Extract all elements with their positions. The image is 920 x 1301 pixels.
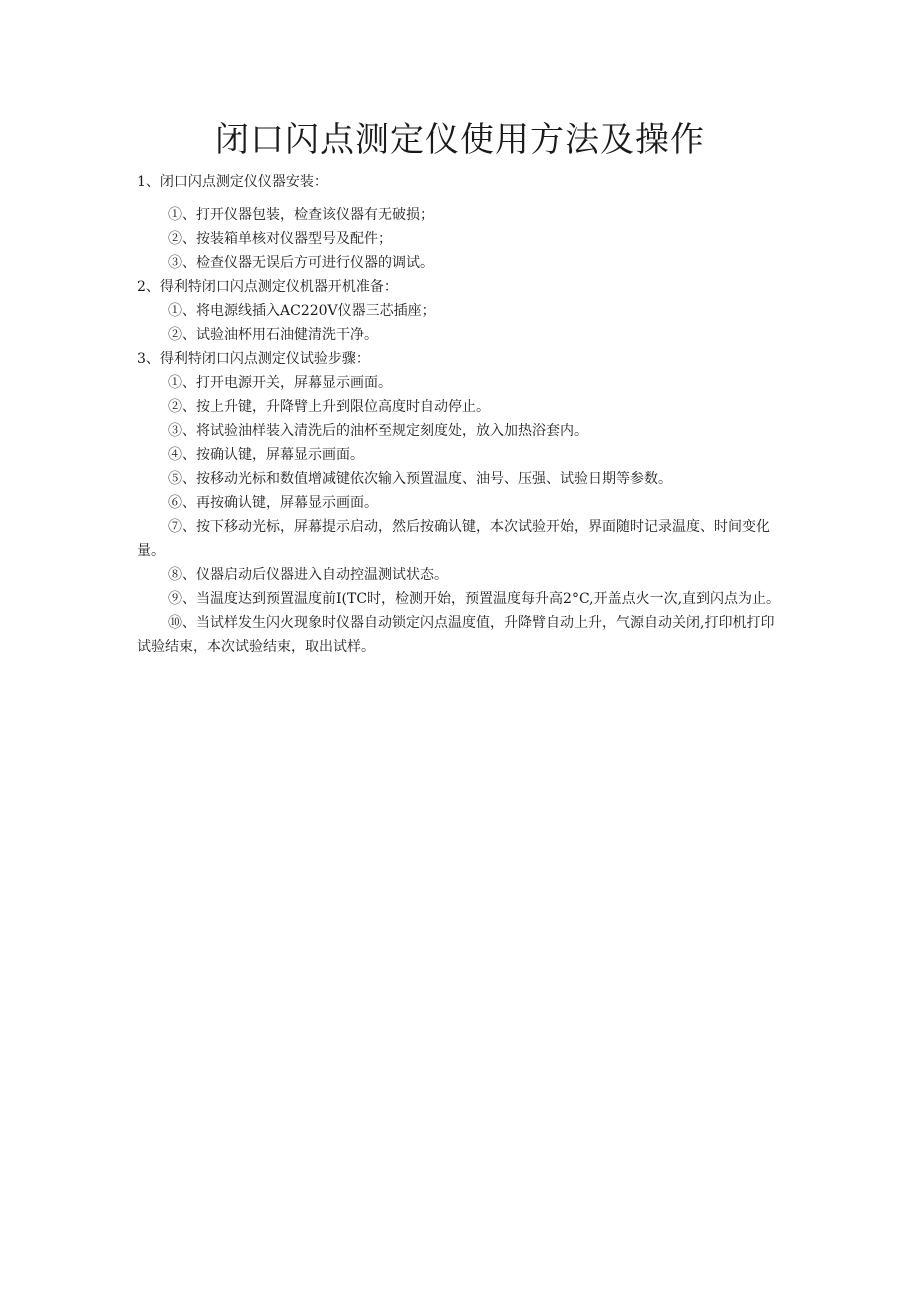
section-3-item-9: ⑨、当温度达到预置温度前I(TC时，检测开始，预置温度每升高2°C,开盖点火一次,直到闪点为止。 [168,591,781,607]
document-title: 闭口闪点测定仪使用方法及操作 [215,120,705,160]
section-3-item-3: ③、将试验油样装入清洗后的油杯至规定刻度处，放入加热浴套内。 [168,423,588,439]
section-3-item-5: ⑤、按移动光标和数值增减键依次输入预置温度、油号、压强、试验日期等参数。 [168,471,672,487]
section-3-item-10: ⑩、当试样发生闪火现象时仪器自动锁定闪点温度值，升降臂自动上升，气源自动关闭,打印机打印试验结束，本次试验结束，取出试样。 [137,615,775,655]
section-heading-1: 1、闭口闪点测定仪仪器安装： [137,174,328,190]
section-heading-2: 2、得利特闭口闪点测定仪机器开机准备： [137,279,398,295]
section-3-item-1: ①、打开电源开关，屏幕显示画面。 [168,375,392,391]
section-1-item-2: ②、按装箱单核对仪器型号及配件； [168,231,392,247]
section-3-item-8: ⑧、仪器启动后仪器进入自动控温测试状态。 [168,567,448,583]
section-2-item-2: ②、试验油杯用石油健清洗干净。 [168,327,378,343]
section-3-item-4: ④、按确认键，屏幕显示画面。 [168,447,364,463]
section-1-item-3: ③、检查仪器无误后方可进行仪器的调试。 [168,255,434,271]
section-1-item-1: ①、打开仪器包装，检查该仪器有无破损； [168,207,434,223]
section-3-item-2: ②、按上升键，升降臂上升到限位高度时自动停止。 [168,399,490,415]
document-body [137,170,787,659]
section-3-item-7: ⑦、按下移动光标，屏幕提示启动，然后按确认键，本次试验开始，界面随时记录温度、时间变化量。 [137,519,770,559]
section-2-item-1: ①、将电源线插入AC220V仪器三芯插座； [168,303,436,319]
section-3-item-6: ⑥、再按确认键，屏幕显示画面。 [168,495,378,511]
section-heading-3: 3、得利特闭口闪点测定仪试验步骤： [137,351,370,367]
